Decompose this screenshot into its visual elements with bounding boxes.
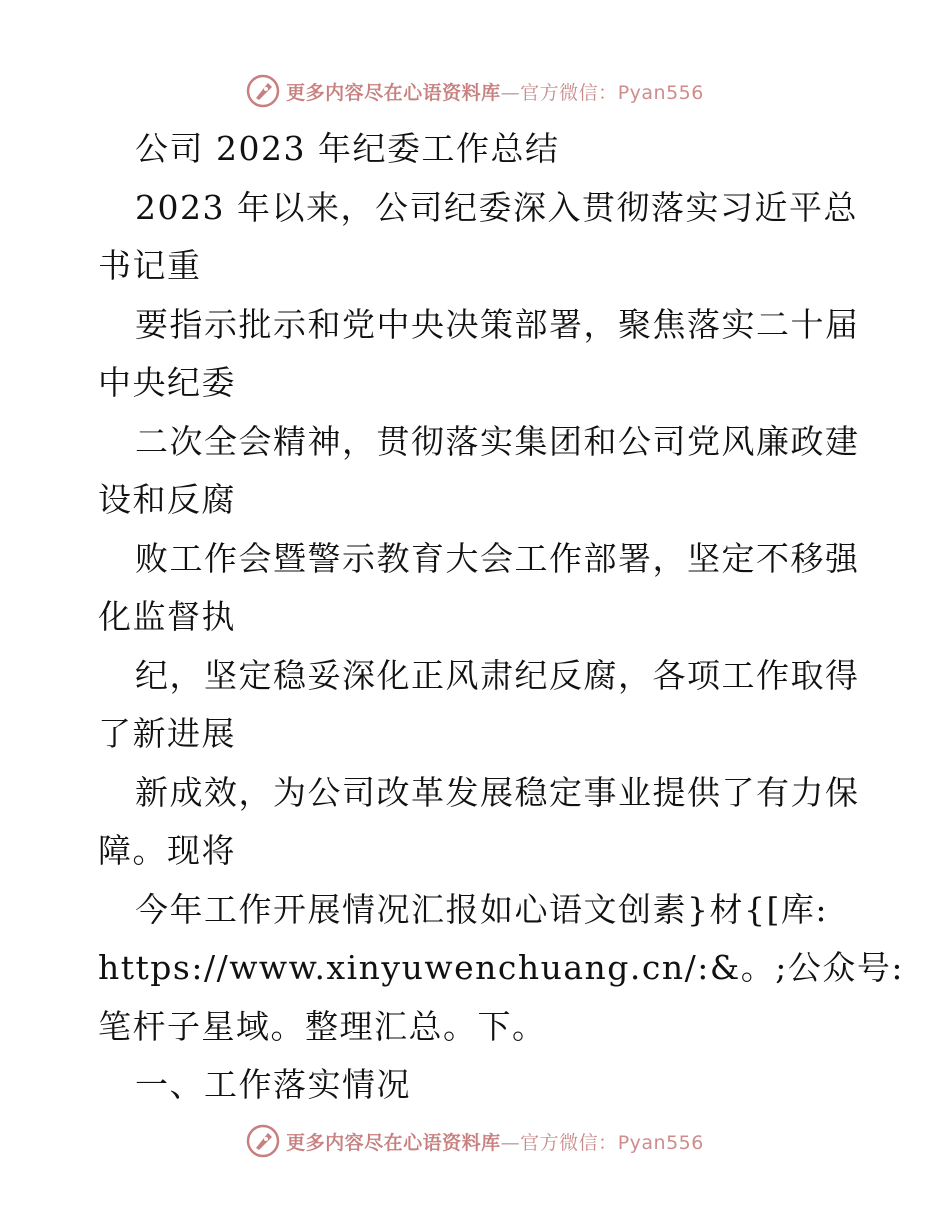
watermark-wechat-label: 官方微信： (520, 81, 618, 104)
document-body (98, 120, 904, 1115)
paragraph-line: 新成效，为公司改革发展稳定事业提供了有力保 (135, 772, 860, 812)
section-heading: 一、工作落实情况 (135, 1065, 411, 1104)
paragraph-line: 要指示批示和党中央决策部署，聚焦落实二十届 (135, 304, 860, 344)
header-watermark (0, 71, 950, 111)
watermark-main-text: 更多内容尽在心语资料库 (286, 1131, 501, 1154)
paragraph-line: 设和反腐 (98, 480, 236, 519)
footer-watermark (0, 1121, 950, 1161)
paragraph-line: 败工作会暨警示教育大会工作部署，坚定不移强 (135, 538, 860, 578)
watermark-wechat-id: Pyan556 (617, 1131, 704, 1154)
document-title: 公司 2023 年纪委工作总结 (135, 129, 560, 168)
watermark-wechat-id: Pyan556 (617, 81, 704, 104)
paragraph-line: 二次全会精神，贯彻落实集团和公司党风廉政建 (135, 421, 860, 461)
paragraph-line: 障。现将 (98, 831, 236, 870)
watermark-separator: — (500, 1131, 521, 1154)
watermark-wechat-label: 官方微信： (520, 1131, 618, 1154)
pen-nib-logo-icon (246, 1124, 280, 1158)
paragraph-line: 书记重 (98, 246, 202, 285)
paragraph-line: https://www.xinyuwenchuang.cn/:&。;公众号: (98, 948, 904, 987)
paragraph-line: 化监督执 (98, 597, 236, 636)
paragraph-line: 了新进展 (98, 714, 236, 753)
paragraph-line: 笔杆子星域。整理汇总。下。 (98, 1006, 547, 1046)
paragraph-line: 纪，坚定稳妥深化正风肃纪反腐，各项工作取得 (135, 655, 860, 695)
paragraph-line: 2023 年以来，公司纪委深入贯彻落实习近平总 (135, 187, 858, 227)
paragraph-line: 今年工作开展情况汇报如心语文创素}材{[库: (135, 889, 828, 929)
pen-nib-logo-icon (246, 74, 280, 108)
watermark-main-text: 更多内容尽在心语资料库 (286, 81, 501, 104)
paragraph-line: 中央纪委 (98, 363, 236, 402)
watermark-separator: — (500, 81, 521, 104)
